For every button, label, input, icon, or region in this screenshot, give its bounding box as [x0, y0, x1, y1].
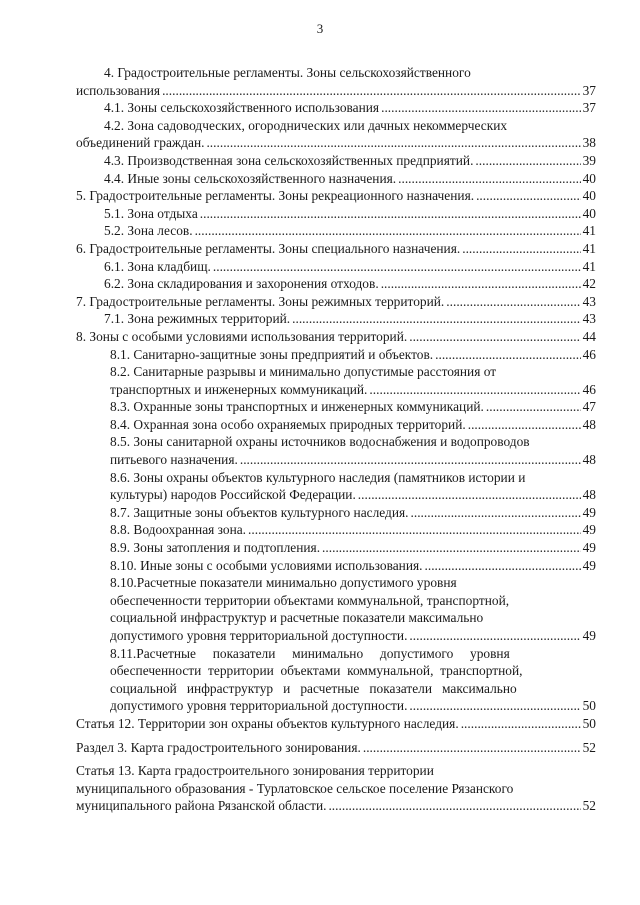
toc-entry[interactable] — [76, 117, 596, 152]
leader-dots — [461, 715, 581, 733]
leader-dots — [476, 187, 581, 205]
toc-entry[interactable] — [76, 363, 596, 398]
toc-entry-text: 8.10. Иные зоны с особыми условиями использования. — [110, 557, 423, 573]
toc-entry-text: 8.6. Зоны охраны объектов культурного наследия (памятников истории и — [110, 469, 526, 485]
toc-entry[interactable] — [76, 398, 596, 416]
leader-dots — [486, 398, 581, 416]
toc-entry-text: транспортных и инженерных коммуникаций. — [110, 381, 368, 397]
leader-dots — [475, 152, 580, 170]
toc-entry-text: 8.10.Расчетные показатели минимально допустимого уровня — [110, 575, 457, 591]
toc-entry-line — [76, 645, 596, 663]
toc-entry-text: 6.1. Зона кладбищ. — [104, 258, 211, 274]
toc-entry-text: допустимого уровня территориальной доступности. — [110, 698, 408, 714]
toc-entry-text: 4.4. Иные зоны сельскохозяйственного назначения. — [104, 170, 397, 186]
toc-page-number: 47 — [582, 399, 596, 415]
toc-entry-line — [76, 797, 596, 815]
toc-page-number: 49 — [582, 540, 596, 556]
page-number: 3 — [316, 21, 324, 36]
toc-page-number: 40 — [582, 205, 596, 221]
toc-entry-text: 8.4. Охранная зона особо охраняемых природных территорий. — [110, 416, 466, 432]
toc-entry-text: Раздел 3. Карта градостроительного зонирования. — [76, 739, 361, 755]
toc-entry-text: 6. Градостроительные регламенты. Зоны специального назначения. — [76, 240, 461, 256]
toc-entry-text: 7.1. Зона режимных территорий. — [104, 311, 291, 327]
toc-page-number: 40 — [582, 188, 596, 204]
toc-entry-line — [76, 469, 596, 487]
toc-entry-line — [76, 310, 596, 328]
toc-entry[interactable] — [76, 170, 596, 188]
toc-entry-line — [76, 715, 596, 733]
toc-entry-line — [76, 258, 596, 276]
toc-entry-line — [76, 451, 596, 469]
toc-entry-text: 4.2. Зона садоводческих, огороднических или дачных некоммерческих — [104, 117, 508, 133]
leader-dots — [195, 222, 581, 240]
toc-entry-line — [76, 328, 596, 346]
toc-entry-line — [76, 609, 596, 627]
toc-entry-line — [76, 762, 596, 780]
toc-entry-text: муниципального района Рязанской области. — [76, 798, 327, 814]
toc-page-number: 37 — [582, 82, 596, 98]
leader-dots — [248, 521, 581, 539]
toc-entry-line — [76, 134, 596, 152]
toc-entry-text: 8.5. Зоны санитарной охраны источников водоснабжения и водопроводов — [110, 434, 530, 450]
toc-entry[interactable] — [76, 574, 596, 644]
toc-entry-text: социальной инфраструктур и расчетные показатели максимально — [110, 610, 484, 626]
toc-entry-line — [76, 275, 596, 293]
toc-entry-line — [76, 521, 596, 539]
toc-entry-line — [76, 381, 596, 399]
toc-entry[interactable] — [76, 433, 596, 468]
leader-dots — [206, 134, 580, 152]
toc-entry-line — [76, 363, 596, 381]
toc-entry[interactable] — [76, 275, 596, 293]
toc-entry-line — [76, 170, 596, 188]
toc-entry-line — [76, 398, 596, 416]
leader-dots — [411, 504, 581, 522]
toc-entry[interactable] — [76, 187, 596, 205]
toc-entry-line — [76, 222, 596, 240]
toc-entry-line — [76, 64, 596, 82]
leader-dots — [328, 797, 580, 815]
table-of-contents — [76, 64, 596, 815]
toc-entry[interactable] — [76, 416, 596, 434]
toc-entry-line — [76, 504, 596, 522]
toc-entry[interactable] — [76, 293, 596, 311]
toc-entry-text: культуры) народов Российской Федерации. — [110, 487, 356, 503]
toc-page-number: 50 — [582, 715, 596, 731]
toc-entry-line — [76, 592, 596, 610]
toc-entry-text: муниципального образования - Турлатовское сельское поселение Рязанского — [76, 780, 514, 796]
toc-entry-text: 8.8. Водоохранная зона. — [110, 522, 247, 538]
leader-dots — [409, 627, 580, 645]
toc-page-number: 42 — [582, 276, 596, 292]
toc-page-number: 38 — [582, 135, 596, 151]
toc-entry[interactable] — [76, 240, 596, 258]
toc-entry-line — [76, 99, 596, 117]
leader-dots — [292, 310, 580, 328]
toc-entry-text: 8.2. Санитарные разрывы и минимально допустимые расстояния от — [110, 364, 497, 380]
toc-entry-text: 8.3. Охранные зоны транспортных и инженерных коммуникаций. — [110, 399, 484, 415]
toc-entry-text: допустимого уровня территориальной доступности. — [110, 628, 408, 643]
toc-entry-line — [76, 557, 596, 575]
toc-entry-text: 4.3. Производственная зона сельскохозяйственных предприятий. — [104, 152, 474, 168]
toc-entry-text: 4.1. Зоны сельскохозяйственного использования — [104, 100, 380, 116]
toc-page-number: 48 — [582, 416, 596, 432]
toc-page-number: 43 — [582, 293, 596, 309]
toc-entry-line — [76, 697, 596, 715]
toc-page-number: 52 — [582, 798, 596, 814]
toc-entry[interactable] — [76, 222, 596, 240]
toc-entry-text: питьевого назначения. — [110, 452, 238, 468]
toc-entry-text: 7. Градостроительные регламенты. Зоны режимных территорий. — [76, 293, 445, 309]
toc-page-number: 52 — [582, 739, 596, 755]
toc-entry[interactable] — [76, 205, 596, 223]
leader-dots — [435, 346, 580, 364]
toc-page-number: 46 — [582, 381, 596, 397]
toc-entry-line — [76, 240, 596, 258]
toc-entry[interactable] — [76, 258, 596, 276]
toc-entry-line — [76, 680, 596, 698]
toc-entry-line — [76, 205, 596, 223]
toc-entry[interactable] — [76, 645, 596, 715]
toc-entry-line — [76, 574, 596, 592]
toc-page-number: 50 — [582, 698, 596, 714]
toc-entry-line — [76, 780, 596, 798]
leader-dots — [398, 170, 580, 188]
toc-page-number: 41 — [582, 258, 596, 274]
toc-entry[interactable] — [76, 469, 596, 504]
toc-page-number: 49 — [582, 504, 596, 520]
toc-page-number: 39 — [582, 152, 596, 168]
toc-entry-line — [76, 117, 596, 135]
toc-entry-line — [76, 739, 596, 757]
leader-dots — [446, 293, 580, 311]
toc-entry-text: 8. Зоны с особыми условиями использования территорий. — [76, 328, 408, 344]
toc-entry[interactable] — [76, 762, 596, 815]
toc-entry-line — [76, 662, 596, 680]
leader-dots — [409, 697, 580, 715]
toc-entry-text: 8.9. Зоны затопления и подтопления. — [110, 540, 321, 556]
toc-page-number: 40 — [582, 170, 596, 186]
leader-dots — [468, 416, 581, 434]
toc-entry[interactable] — [76, 346, 596, 364]
toc-entry-text: 5.2. Зона лесов. — [104, 223, 193, 239]
toc-entry-line — [76, 416, 596, 434]
toc-entry-line — [76, 627, 596, 645]
toc-entry-line — [76, 152, 596, 170]
leader-dots — [358, 486, 581, 504]
toc-entry-line — [76, 486, 596, 504]
toc-entry[interactable] — [76, 310, 596, 328]
leader-dots — [409, 328, 580, 346]
leader-dots — [381, 275, 581, 293]
toc-entry-line — [76, 187, 596, 205]
toc-entry-line — [76, 539, 596, 557]
toc-page-number: 48 — [582, 452, 596, 468]
toc-entry-text: 8.7. Защитные зоны объектов культурного наследия. — [110, 504, 409, 520]
toc-page-number: 44 — [582, 328, 596, 344]
toc-entry[interactable] — [76, 152, 596, 170]
toc-entry[interactable] — [76, 328, 596, 346]
toc-entry-text: объединений граждан. — [76, 135, 205, 151]
toc-entry-text: 8.11.Расчетные показатели минимально допустимого уровня — [110, 645, 510, 661]
toc-entry[interactable] — [76, 539, 596, 557]
leader-dots — [162, 82, 581, 100]
toc-entry-line — [76, 82, 596, 100]
leader-dots — [462, 240, 580, 258]
leader-dots — [200, 205, 581, 223]
leader-dots — [240, 451, 581, 469]
toc-entry-line — [76, 433, 596, 451]
toc-entry-line — [76, 293, 596, 311]
toc-entry-text: обеспеченности территории объектами коммунальной, транспортной, — [110, 663, 523, 679]
toc-entry[interactable] — [76, 739, 596, 757]
toc-entry[interactable] — [76, 504, 596, 522]
toc-entry-line — [76, 346, 596, 364]
toc-entry-text: обеспеченности территории объектами коммунальной, транспортной, — [110, 592, 510, 608]
leader-dots — [381, 99, 581, 117]
toc-entry-text: 8.1. Санитарно-защитные зоны предприятий и объектов. — [110, 346, 434, 362]
leader-dots — [425, 557, 581, 575]
toc-page-number: 41 — [582, 223, 596, 239]
toc-entry[interactable] — [76, 715, 596, 733]
toc-page-number: 49 — [582, 557, 596, 573]
toc-entry-text: использования — [76, 82, 161, 98]
toc-page-number: 41 — [582, 240, 596, 256]
toc-entry-text: 6.2. Зона складирования и захоронения отходов. — [104, 276, 379, 292]
toc-entry[interactable] — [76, 521, 596, 539]
toc-entry-text: 5.1. Зона отдыха — [104, 205, 198, 221]
toc-entry-text: социальной инфраструктур и расчетные показатели максимально — [110, 680, 517, 696]
leader-dots — [213, 258, 581, 276]
toc-page-number: 37 — [582, 100, 596, 116]
leader-dots — [369, 381, 580, 399]
toc-entry[interactable] — [76, 64, 596, 99]
toc-page-number: 46 — [582, 346, 596, 362]
toc-entry[interactable] — [76, 99, 596, 117]
leader-dots — [363, 739, 581, 757]
toc-entry[interactable] — [76, 557, 596, 575]
toc-page-number: 48 — [582, 487, 596, 503]
toc-page-number: 49 — [582, 628, 596, 643]
toc-page-number: 49 — [582, 522, 596, 538]
toc-entry-text: 5. Градостроительные регламенты. Зоны рекреационного назначения. — [76, 188, 475, 204]
leader-dots — [322, 539, 581, 557]
toc-page-number: 43 — [582, 311, 596, 327]
toc-entry-text: Статья 12. Территории зон охраны объектов культурного наследия. — [76, 715, 459, 731]
toc-entry-text: 4. Градостроительные регламенты. Зоны сельскохозяйственного — [104, 65, 471, 80]
toc-entry-text: Статья 13. Карта градостроительного зонирования территории — [76, 763, 434, 779]
